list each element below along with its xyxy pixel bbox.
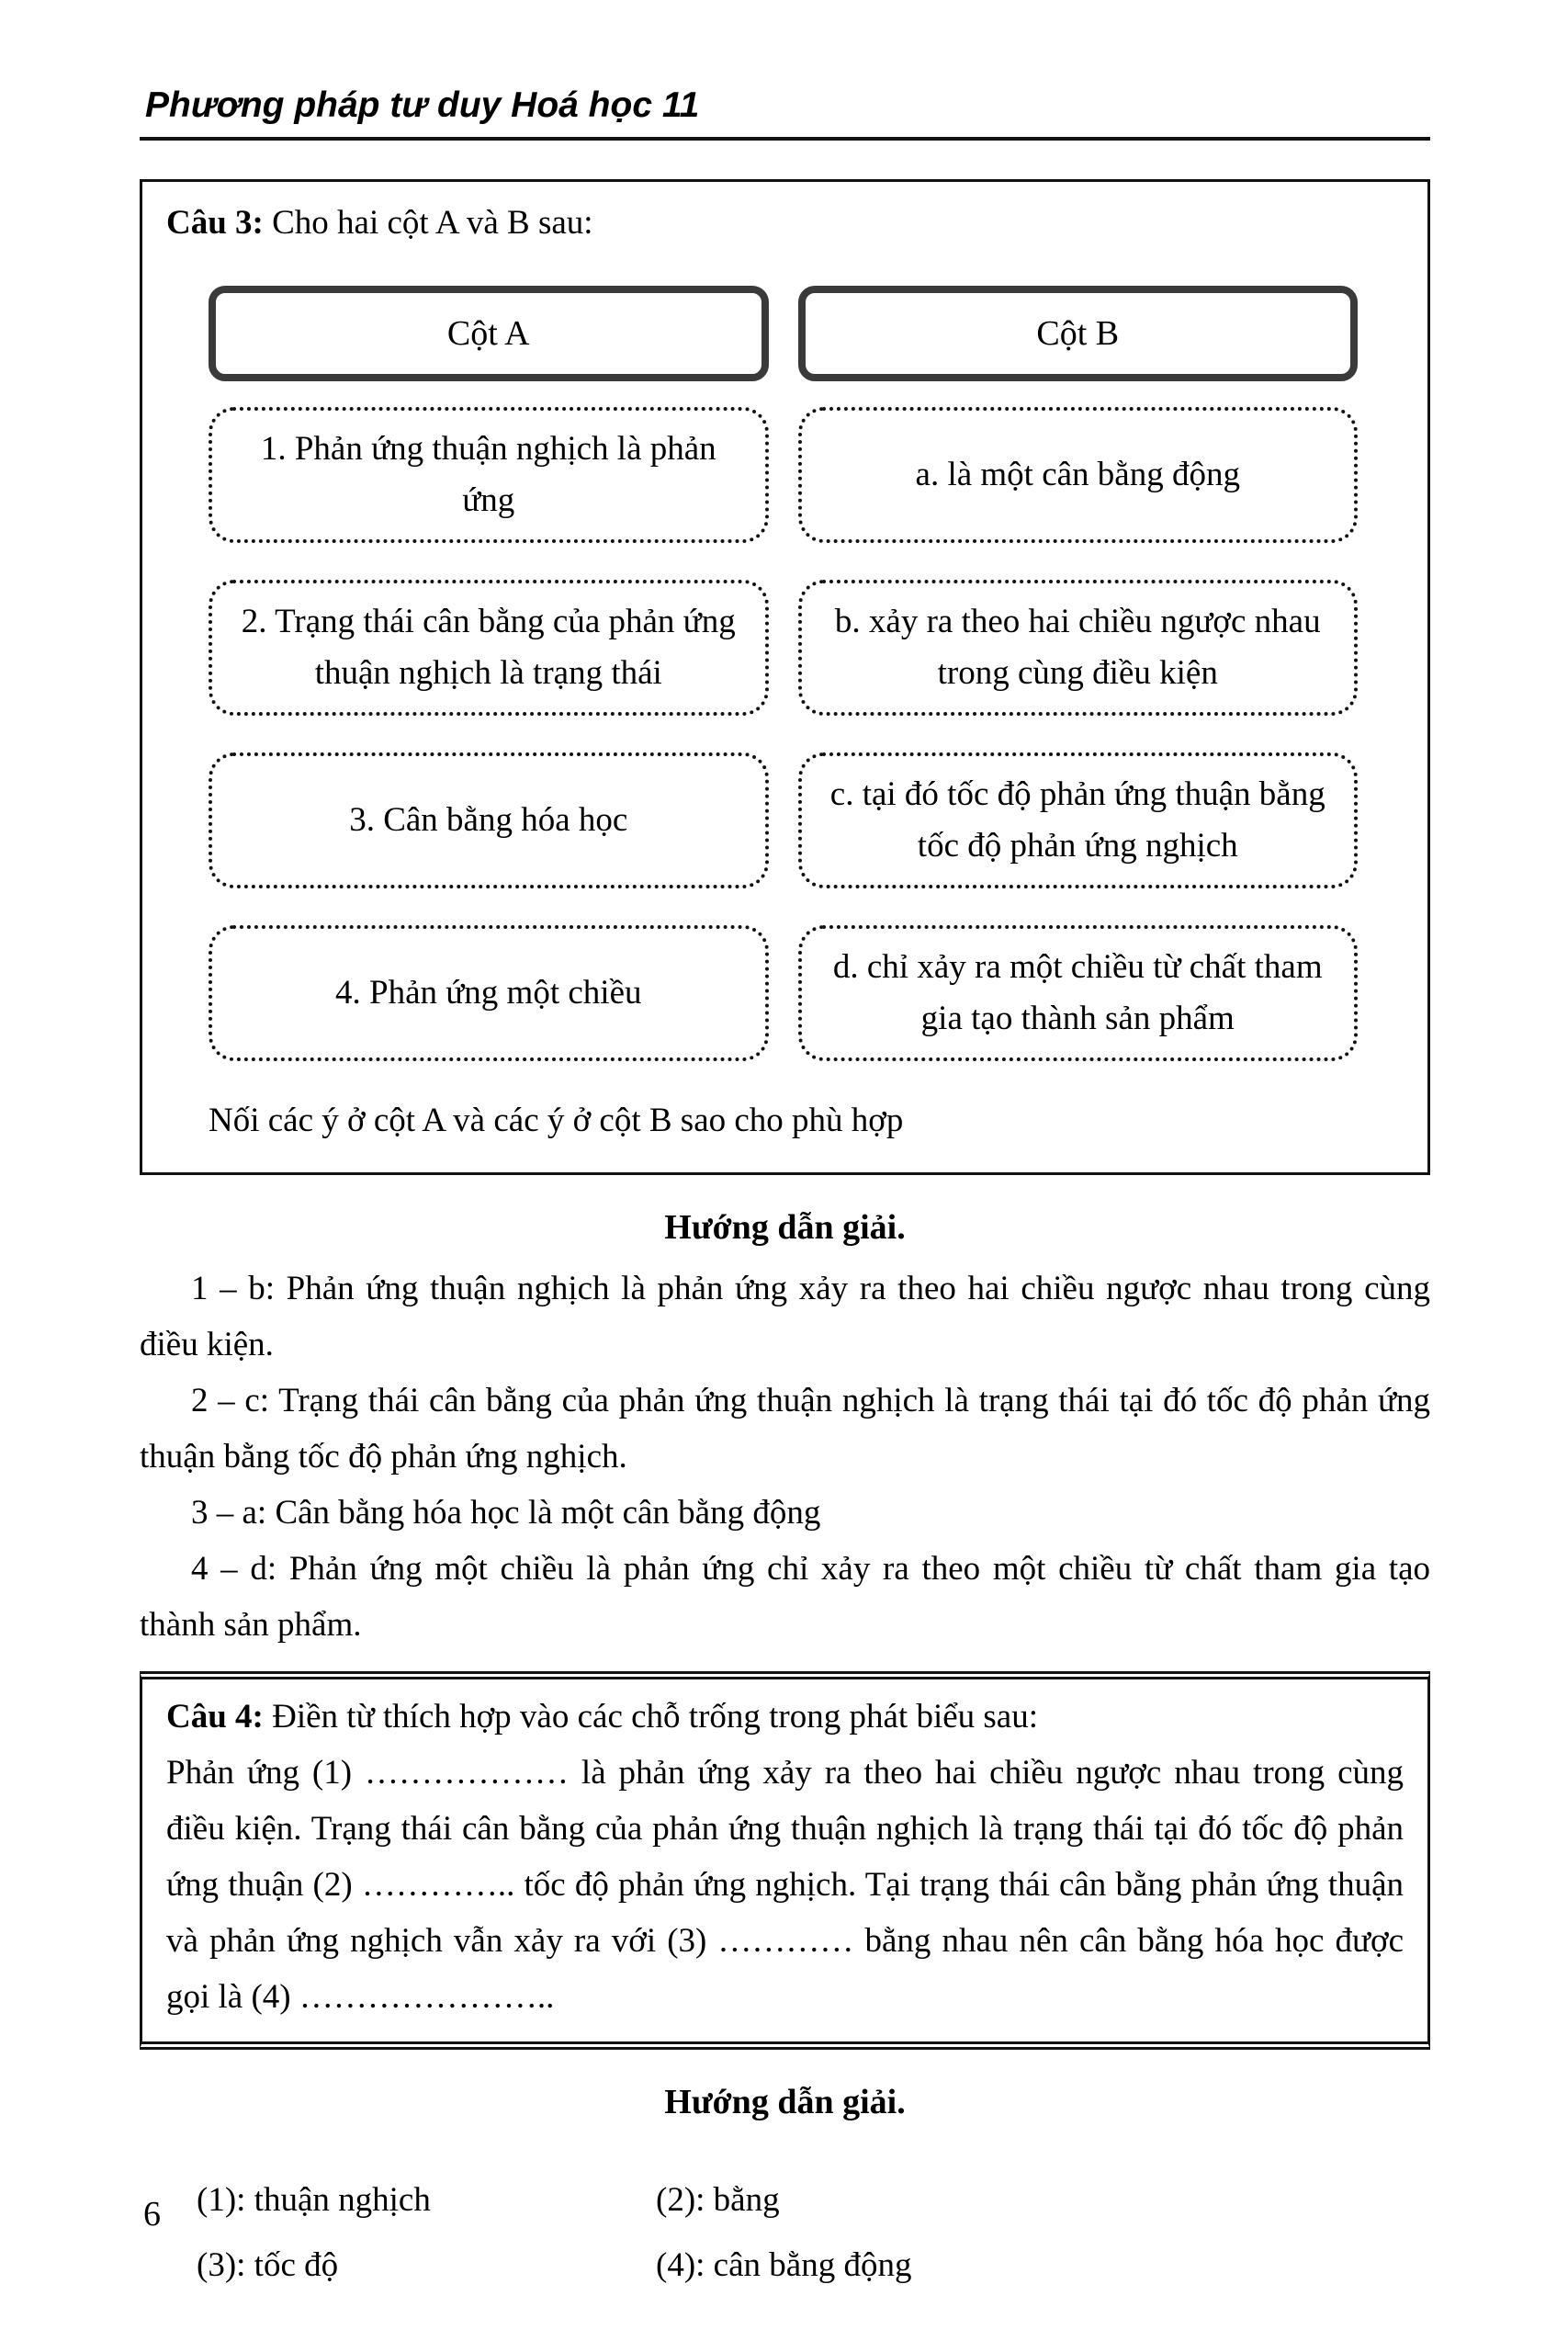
column-a-header: Cột A xyxy=(209,286,769,381)
exercise-cau3-box xyxy=(140,179,1430,1175)
match-item-b-a: a. là một cân bằng động xyxy=(798,407,1359,543)
answer-3: (3): tốc độ xyxy=(197,2245,339,2284)
page-number: 6 xyxy=(143,2195,161,2234)
match-item-a3: 3. Cân bằng hóa học xyxy=(209,752,769,888)
cau4-question-line xyxy=(166,1689,1404,1745)
cau3-label: Câu 3: xyxy=(166,203,264,242)
match-item-b-b: b. xảy ra theo hai chiều ngược nhau trong cùng điều kiện xyxy=(798,580,1359,716)
match-item-a2: 2. Trạng thái cân bằng của phản ứng thuận nghịch là trạng thái xyxy=(209,580,769,716)
cau4-fill-in-text: Phản ứng (1) ……………… là phản ứng xảy ra theo hai chiều ngược nhau trong cùng điều kiện. Trạng thái cân bằng của phản ứng thuận nghịch là trạng thái tại đó tốc độ phản ứng thuận (2) ………….. tốc độ phản ứng nghịch. Tại trạng thái cân bằng phản ứng thuận và phản ứng nghịch vẫn xảy ra với (3) ………… bằng nhau nên cân bằng hóa học được gọi là (4) ………………….. xyxy=(166,1753,1404,2017)
matching-grid xyxy=(166,286,1400,1061)
cau3-solution-heading: Hướng dẫn giải. xyxy=(664,1207,906,1247)
match-item-b-c: c. tại đó tốc độ phản ứng thuận bằng tốc độ phản ứng nghịch xyxy=(798,752,1359,888)
match-item-a1: 1. Phản ứng thuận nghịch là phản ứng xyxy=(209,407,769,543)
cau4-answers xyxy=(197,2172,1023,2293)
cau4-label: Câu 4: xyxy=(166,1697,264,1736)
cau3-solution-line-4: 4 – d: Phản ứng một chiều là phản ứng chỉ xảy ra theo một chiều từ chất tham gia tạo thành sản phẩm. xyxy=(140,1549,1430,1644)
match-item-b-d: d. chỉ xảy ra một chiều từ chất tham gia tạo thành sản phẩm xyxy=(798,925,1359,1061)
answer-1: (1): thuận nghịch xyxy=(197,2180,431,2219)
running-head: Phương pháp tư duy Hoá học 11 xyxy=(140,85,1430,141)
answer-2: (2): bằng xyxy=(656,2180,780,2219)
cau4-intro: Điền từ thích hợp vào các chỗ trống trong phát biểu sau: xyxy=(272,1697,1038,1736)
cau4-solution-heading: Hướng dẫn giải. xyxy=(664,2083,906,2122)
cau3-instruction: Nối các ý ở cột A và các ý ở cột B sao cho phù hợp xyxy=(209,1101,904,1139)
cau3-question-line xyxy=(166,195,1400,251)
match-item-a4: 4. Phản ứng một chiều xyxy=(209,925,769,1061)
exercise-cau4-box xyxy=(140,1671,1430,2050)
cau3-solution-line-1: 1 – b: Phản ứng thuận nghịch là phản ứng xảy ra theo hai chiều ngược nhau trong cùng điều kiện. xyxy=(140,1269,1430,1363)
answer-4: (4): cân bằng động xyxy=(656,2245,912,2284)
column-b-header: Cột B xyxy=(798,286,1359,381)
cau3-solution-line-3: 3 – a: Cân bằng hóa học là một cân bằng động xyxy=(191,1493,821,1532)
cau3-intro: Cho hai cột A và B sau: xyxy=(272,203,593,242)
cau3-solution-line-2: 2 – c: Trạng thái cân bằng của phản ứng thuận nghịch là trạng thái tại đó tốc độ phản ứng thuận bằng tốc độ phản ứng nghịch. xyxy=(140,1381,1430,1476)
